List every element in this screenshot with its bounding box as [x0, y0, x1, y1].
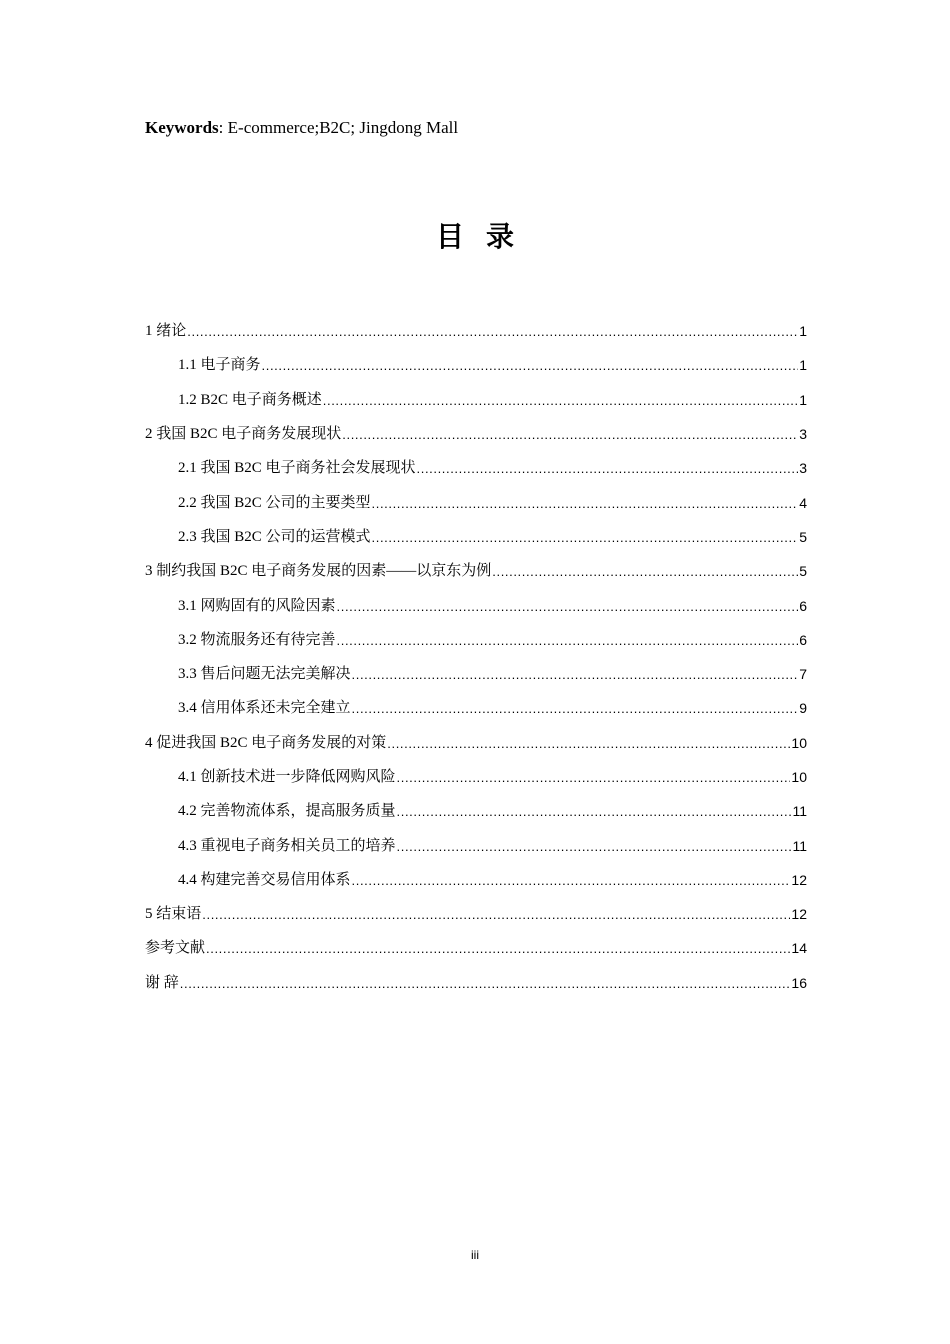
toc-entry[interactable] — [145, 863, 807, 897]
toc-entry[interactable] — [145, 657, 807, 691]
toc-entry[interactable] — [145, 451, 807, 485]
toc-dot-leader — [187, 322, 798, 342]
toc-entry-label: 3.2 物流服务还有待完善 — [178, 631, 336, 648]
toc-entry[interactable] — [145, 588, 807, 622]
toc-entry-page: 6 — [799, 597, 807, 614]
toc-entry[interactable] — [145, 314, 807, 348]
toc-entry[interactable] — [145, 794, 807, 828]
toc-entry-page: 3 — [799, 426, 807, 443]
toc-dot-leader — [180, 974, 791, 994]
toc-entry-label: 3.4 信用体系还未完全建立 — [178, 700, 351, 717]
toc-entry-page: 10 — [791, 769, 807, 785]
toc-entry-label: 4.4 构建完善交易信用体系 — [178, 871, 351, 888]
toc-entry[interactable] — [145, 897, 807, 931]
toc-entry[interactable] — [145, 485, 807, 519]
toc-dot-leader — [337, 597, 799, 617]
toc-entry-page: 11 — [792, 837, 807, 854]
toc-entry-label: 2.3 我国 B2C 公司的运营模式 — [178, 528, 371, 545]
toc-dot-leader — [372, 494, 799, 514]
toc-entry-page: 10 — [791, 734, 807, 751]
toc-entry-label: 3.1 网购固有的风险因素 — [178, 597, 336, 614]
toc-dot-leader — [337, 631, 799, 651]
toc-entry-page: 5 — [799, 528, 807, 545]
toc-entry-page: 1 — [799, 391, 807, 408]
toc-entry-label: 2 我国 B2C 电子商务发展现状 — [145, 426, 342, 443]
toc-entry-label: 5 结束语 — [145, 906, 202, 923]
toc-entry-page: 12 — [791, 871, 807, 888]
toc-entry-page: 4 — [799, 494, 807, 511]
toc-title: 目录 — [435, 220, 536, 253]
toc-dot-leader — [397, 837, 792, 857]
toc-entry-page: 6 — [799, 631, 807, 648]
toc-entry[interactable] — [145, 966, 807, 1000]
toc-entry-label: 参考文献 — [145, 940, 206, 957]
page-number: iii — [471, 1248, 479, 1262]
toc-entry-page: 11 — [792, 803, 807, 820]
toc-entry-page: 3 — [799, 460, 807, 477]
toc-entry[interactable] — [145, 383, 807, 417]
table-of-contents — [145, 314, 807, 1000]
toc-entry-label: 3 制约我国 B2C 电子商务发展的因素——以京东为例 — [145, 563, 492, 580]
toc-dot-leader — [352, 871, 791, 891]
toc-entry-label: 1.1 电子商务 — [178, 357, 261, 374]
toc-entry-page: 12 — [791, 906, 807, 923]
toc-entry-page: 16 — [791, 974, 807, 991]
toc-entry-page: 14 — [791, 940, 807, 957]
keywords-value: E-commerce;B2C; Jingdong Mall — [223, 118, 459, 137]
toc-entry[interactable] — [145, 520, 807, 554]
toc-dot-leader — [352, 665, 799, 685]
toc-dot-leader — [323, 391, 798, 411]
toc-dot-leader — [417, 459, 799, 479]
toc-dot-leader — [397, 768, 791, 788]
keywords-separator: : — [218, 118, 224, 137]
toc-entry-label: 4.1 创新技术进一步降低网购风险 — [178, 769, 396, 785]
toc-entry[interactable] — [145, 623, 807, 657]
toc-entry-label: 谢 辞 — [145, 974, 179, 991]
toc-dot-leader — [492, 562, 798, 582]
toc-entry-label: 2.2 我国 B2C 公司的主要类型 — [178, 494, 371, 511]
toc-dot-leader — [202, 905, 790, 925]
toc-entry-page: 1 — [799, 323, 807, 340]
toc-entry-label: 4.2 完善物流体系，提高服务质量 — [178, 803, 396, 820]
toc-dot-leader — [372, 528, 799, 548]
toc-entry[interactable] — [145, 931, 807, 965]
toc-entry[interactable] — [145, 348, 807, 382]
toc-entry[interactable] — [145, 554, 807, 588]
toc-entry-label: 2.1 我国 B2C 电子商务社会发展现状 — [178, 460, 416, 477]
toc-entry-label: 4.3 重视电子商务相关员工的培养 — [178, 837, 396, 854]
toc-entry-page: 7 — [799, 666, 807, 683]
toc-dot-leader — [352, 699, 799, 719]
keywords-label: Keywords — [145, 118, 219, 137]
toc-dot-leader — [342, 425, 798, 445]
toc-dot-leader — [262, 356, 799, 376]
toc-entry-label: 1 绪论 — [145, 323, 187, 340]
toc-dot-leader — [206, 939, 790, 959]
toc-entry-label: 1.2 B2C 电子商务概述 — [178, 391, 322, 408]
toc-entry-page: 1 — [799, 357, 807, 374]
toc-entry[interactable] — [145, 726, 807, 760]
toc-entry-label: 3.3 售后问题无法完美解决 — [178, 666, 351, 683]
keywords-line — [145, 116, 458, 140]
toc-dot-leader — [387, 734, 790, 754]
toc-entry[interactable] — [145, 417, 807, 451]
toc-entry-page: 9 — [799, 700, 807, 717]
toc-entry[interactable] — [145, 760, 807, 794]
toc-entry-label: 4 促进我国 B2C 电子商务发展的对策 — [145, 734, 387, 751]
toc-entry[interactable] — [145, 828, 807, 862]
toc-entry[interactable] — [145, 691, 807, 725]
toc-entry-page: 5 — [799, 563, 807, 580]
toc-dot-leader — [397, 802, 792, 822]
